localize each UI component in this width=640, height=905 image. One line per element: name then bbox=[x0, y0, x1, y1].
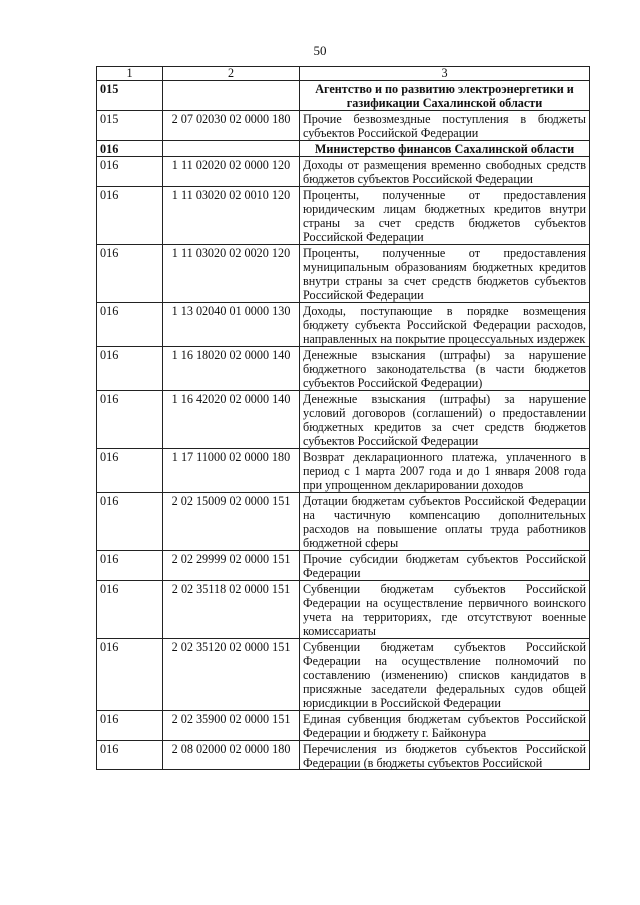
header-col-2: 2 bbox=[163, 67, 300, 81]
classification-code-cell bbox=[163, 81, 300, 111]
classification-code-cell: 2 02 35118 02 0000 151 bbox=[163, 581, 300, 639]
classification-code-cell: 1 11 03020 02 0010 120 bbox=[163, 187, 300, 245]
description-cell: Субвенции бюджетам субъектов Российской Федерации на осуществление первичного воинского учета на территориях, где отсутствуют военные комиссариаты bbox=[300, 581, 590, 639]
agency-name-cell: Министерство финансов Сахалинской области bbox=[300, 141, 590, 157]
admin-code-cell: 016 bbox=[97, 493, 163, 551]
classification-code-cell: 2 02 15009 02 0000 151 bbox=[163, 493, 300, 551]
classification-code-cell: 2 08 02000 02 0000 180 bbox=[163, 741, 300, 770]
table-row bbox=[97, 741, 590, 770]
description-cell: Возврат декларационного платежа, уплаченного в период с 1 марта 2007 года и до 1 января 2008 года при упрощенном декларировании доходов bbox=[300, 449, 590, 493]
table-row bbox=[97, 551, 590, 581]
revenue-classification-table bbox=[96, 66, 590, 770]
description-text: Перечисления из бюджетов субъектов Российской Федерации (в бюджеты субъектов Российской bbox=[303, 742, 586, 769]
admin-code-cell: 016 bbox=[97, 347, 163, 391]
header-col-3: 3 bbox=[300, 67, 590, 81]
admin-code-cell: 016 bbox=[97, 187, 163, 245]
admin-code-cell: 016 bbox=[97, 711, 163, 741]
table-row bbox=[97, 449, 590, 493]
description-cell: Доходы от размещения временно свободных средств бюджетов субъектов Российской Федерации bbox=[300, 157, 590, 187]
classification-code-cell: 2 02 29999 02 0000 151 bbox=[163, 551, 300, 581]
table-row bbox=[97, 391, 590, 449]
admin-code-cell: 016 bbox=[97, 581, 163, 639]
description-cell: Доходы, поступающие в порядке возмещения бюджету субъекта Российской Федерации расходов, направленных на покрытие процессуальных издержек bbox=[300, 303, 590, 347]
table-row bbox=[97, 111, 590, 141]
classification-code-cell: 1 17 11000 02 0000 180 bbox=[163, 449, 300, 493]
agency-heading-row bbox=[97, 81, 590, 111]
table-row bbox=[97, 347, 590, 391]
description-cell: Денежные взыскания (штрафы) за нарушение условий договоров (соглашений) о предоставлении бюджетных кредитов за счет средств бюджетов субъектов Российской Федерации bbox=[300, 391, 590, 449]
admin-code-cell: 016 bbox=[97, 551, 163, 581]
classification-code-cell: 1 16 42020 02 0000 140 bbox=[163, 391, 300, 449]
admin-code-cell: 016 bbox=[97, 303, 163, 347]
table-row bbox=[97, 303, 590, 347]
table-row bbox=[97, 157, 590, 187]
classification-code-cell bbox=[163, 141, 300, 157]
description-cell: Дотации бюджетам субъектов Российской Федерации на частичную компенсацию дополнительных расходов на повышение оплаты труда работников бюджетной сферы bbox=[300, 493, 590, 551]
classification-code-cell: 1 11 02020 02 0000 120 bbox=[163, 157, 300, 187]
description-cell: Прочие субсидии бюджетам субъектов Российской Федерации bbox=[300, 551, 590, 581]
table-body bbox=[97, 67, 590, 770]
description-cell: Проценты, полученные от предоставления муниципальным образованиям бюджетных кредитов внутри страны за счет средств бюджетов субъектов Российской Федерации bbox=[300, 245, 590, 303]
page-number: 50 bbox=[313, 43, 327, 58]
agency-heading-row bbox=[97, 141, 590, 157]
description-cell: Единая субвенция бюджетам субъектов Российской Федерации и бюджету г. Байконура bbox=[300, 711, 590, 741]
admin-code-cell: 016 bbox=[97, 157, 163, 187]
table-row bbox=[97, 493, 590, 551]
admin-code-cell: 016 bbox=[97, 449, 163, 493]
description-cell: Денежные взыскания (штрафы) за нарушение бюджетного законодательства (в части бюджетов субъектов Российской Федерации) bbox=[300, 347, 590, 391]
admin-code-cell: 016 bbox=[97, 141, 163, 157]
admin-code-cell: 016 bbox=[97, 245, 163, 303]
classification-code-cell: 2 02 35900 02 0000 151 bbox=[163, 711, 300, 741]
admin-code-cell: 015 bbox=[97, 81, 163, 111]
table-row bbox=[97, 245, 590, 303]
classification-code-cell: 1 13 02040 01 0000 130 bbox=[163, 303, 300, 347]
admin-code-cell: 015 bbox=[97, 111, 163, 141]
agency-name-cell: Агентство и по развитию электроэнергетики и газификации Сахалинской области bbox=[300, 81, 590, 111]
description-cell: Проценты, полученные от предоставления юридическим лицам бюджетных кредитов внутри страны за счет средств бюджетов субъектов Российской Федерации bbox=[300, 187, 590, 245]
description-cell: Прочие безвозмездные поступления в бюджеты субъектов Российской Федерации bbox=[300, 111, 590, 141]
admin-code-cell: 016 bbox=[97, 639, 163, 711]
classification-code-cell: 1 16 18020 02 0000 140 bbox=[163, 347, 300, 391]
table-row bbox=[97, 711, 590, 741]
classification-code-cell: 1 11 03020 02 0020 120 bbox=[163, 245, 300, 303]
table-row bbox=[97, 639, 590, 711]
table-row bbox=[97, 187, 590, 245]
description-cell: Субвенции бюджетам субъектов Российской Федерации на осуществление полномочий по составлению (изменению) списков кандидатов в присяжные заседатели федеральных судов общей юрисдикции в Российской Федерации bbox=[300, 639, 590, 711]
classification-code-cell: 2 02 35120 02 0000 151 bbox=[163, 639, 300, 711]
admin-code-cell: 016 bbox=[97, 391, 163, 449]
header-col-1: 1 bbox=[97, 67, 163, 81]
classification-code-cell: 2 07 02030 02 0000 180 bbox=[163, 111, 300, 141]
admin-code-cell: 016 bbox=[97, 741, 163, 770]
table-row bbox=[97, 581, 590, 639]
description-cell bbox=[300, 741, 590, 770]
table-header-row bbox=[97, 67, 590, 81]
